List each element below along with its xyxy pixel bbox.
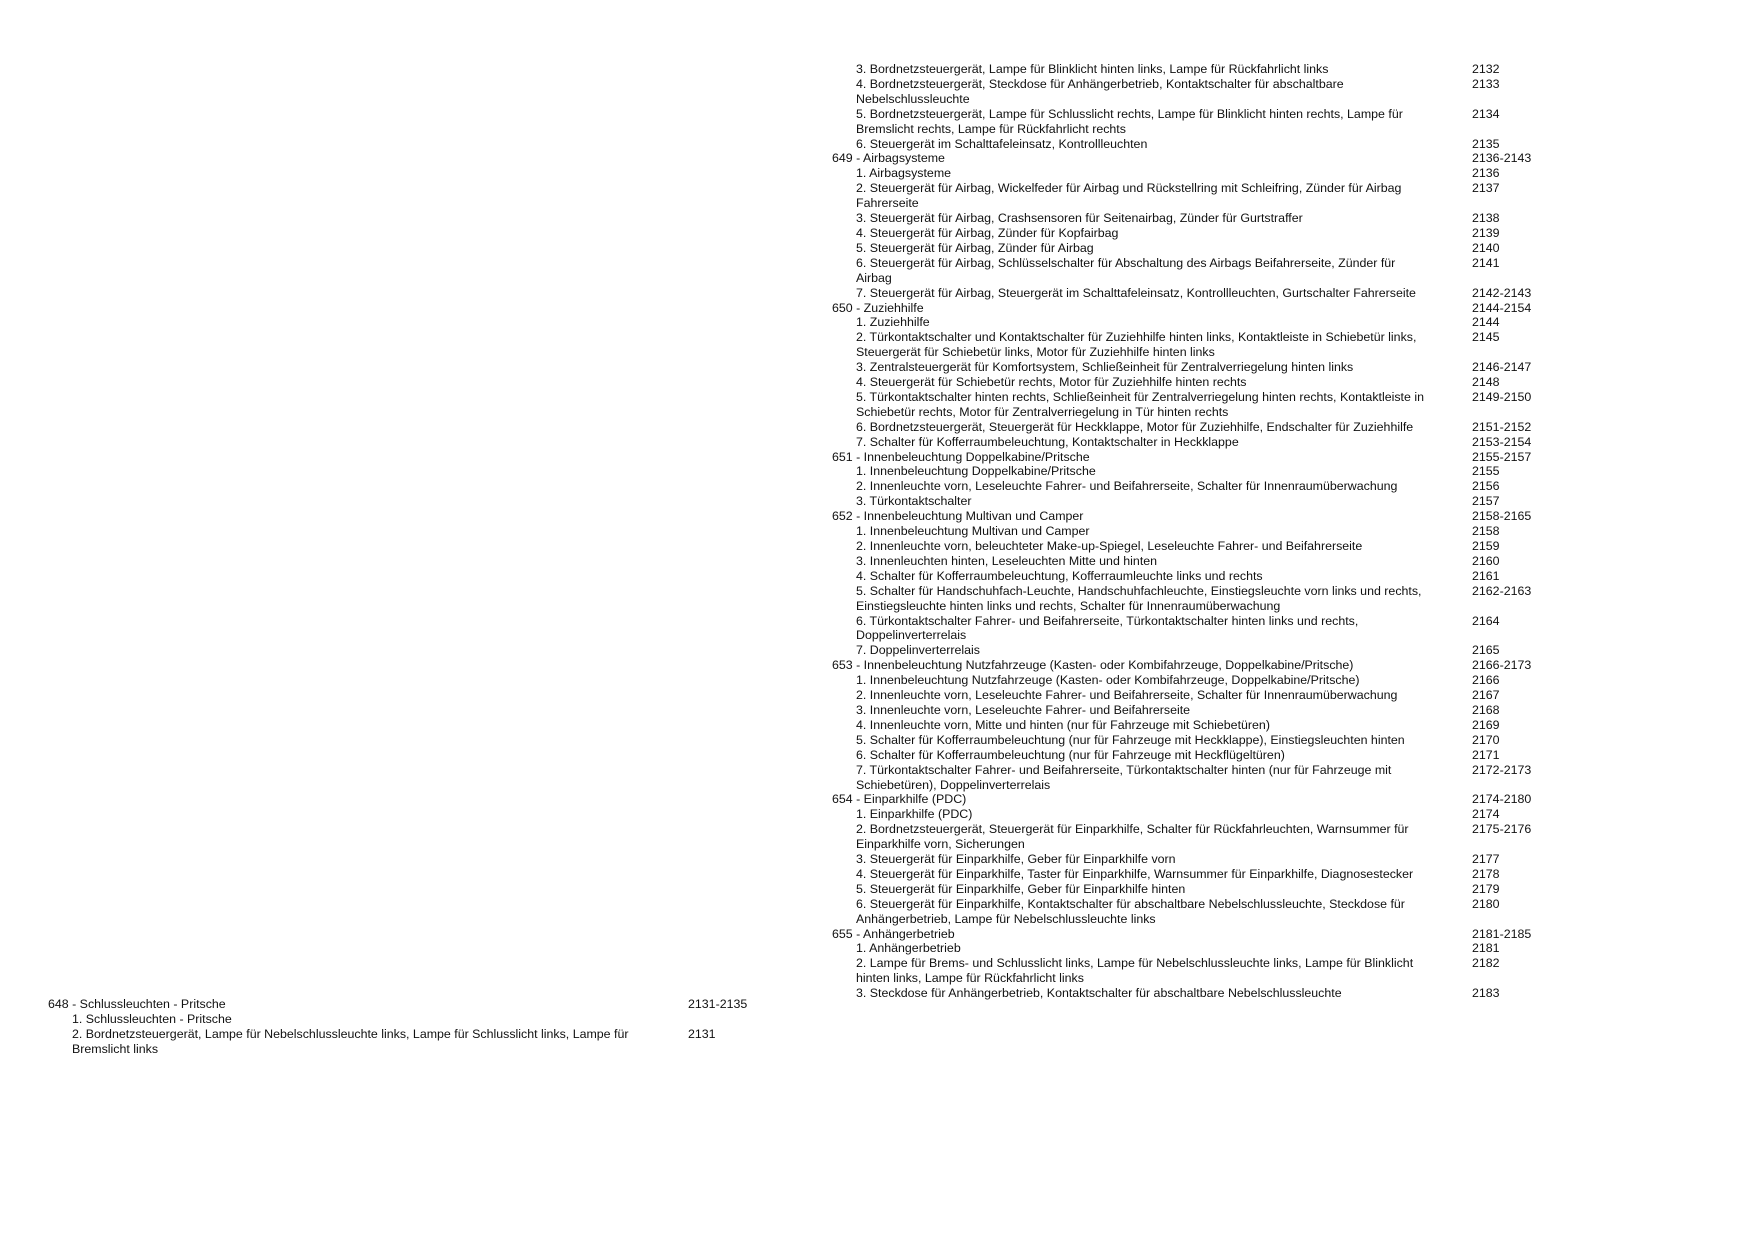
entry-pages: 2134: [1472, 106, 1500, 121]
entry-pages: 2171: [1472, 747, 1500, 762]
toc-entry: [832, 986, 1552, 1001]
toc-entry: [832, 718, 1552, 733]
entry-text: 1. Innenbeleuchtung Doppelkabine/Pritsche: [856, 464, 1096, 479]
entry-pages: 2157: [1472, 494, 1500, 509]
entry-pages: 2172-2173: [1472, 762, 1532, 777]
entry-pages: 2178: [1472, 866, 1500, 881]
toc-entry: [832, 509, 1552, 524]
entry-text: 6. Steuergerät für Einparkhilfe, Kontaktschalter für abschaltbare Nebelschlussleuchte, Steckdose für Anhängerbetrieb, Lampe für Nebelschlussleuchte links: [856, 896, 1405, 926]
toc-entry: [832, 256, 1552, 286]
toc-column-left: [48, 0, 768, 1057]
entry-pages: 2175-2176: [1472, 822, 1532, 837]
toc-entry: [832, 390, 1552, 420]
toc-entry: [832, 941, 1552, 956]
entry-pages: 2136: [1472, 166, 1500, 181]
entry-text: 7. Steuergerät für Airbag, Steuergerät im Schalttafeleinsatz, Kontrollleuchten, Gurtschalter Fahrerseite: [856, 285, 1416, 300]
entry-pages: 2142-2143: [1472, 285, 1532, 300]
toc-entry: [832, 435, 1552, 450]
entry-text: 5. Schalter für Handschuhfach-Leuchte, Handschuhfachleuchte, Einstiegsleuchte vorn links und rechts, Einstiegsleuchte hinten links und rechts, Schalter für Innenraumüberwachung: [856, 583, 1422, 613]
entry-pages: 2160: [1472, 553, 1500, 568]
entry-text: 3. Innenleuchten hinten, Leseleuchten Mitte und hinten: [856, 553, 1158, 568]
entry-pages: 2159: [1472, 539, 1500, 553]
toc-entry: [832, 420, 1552, 435]
entry-pages: 2165: [1472, 643, 1500, 658]
entry-text: 4. Bordnetzsteuergerät, Steckdose für Anhängerbetrieb, Kontaktschalter für abschaltbare Nebelschlussleuchte: [856, 76, 1344, 106]
entry-pages: 2133: [1472, 76, 1500, 91]
toc-entry: [832, 360, 1552, 375]
entry-text: 649 - Airbagsysteme: [832, 151, 945, 166]
entry-text: 4. Innenleuchte vorn, Mitte und hinten (nur für Fahrzeuge mit Schiebetüren): [856, 717, 1270, 732]
entry-pages: 2135: [1472, 136, 1500, 151]
entry-text: 3. Zentralsteuergerät für Komfortsystem, Schließeinheit für Zentralverriegelung hinten links: [856, 360, 1354, 375]
toc-entry: [832, 226, 1552, 241]
entry-pages: 2144-2154: [1472, 300, 1532, 315]
entry-pages: 2181: [1472, 941, 1500, 956]
entry-text: 1. Schlussleuchten - Pritsche: [72, 1012, 232, 1027]
toc-entry: [832, 62, 1552, 77]
toc-entry: [832, 956, 1552, 986]
entry-pages: 2132: [1472, 62, 1500, 76]
toc-entry: [832, 151, 1552, 166]
entry-pages: 2146-2147: [1472, 360, 1532, 375]
entry-pages: 2144: [1472, 315, 1500, 330]
entry-text: 648 - Schlussleuchten - Pritsche: [48, 997, 226, 1012]
entry-text: 3. Innenleuchte vorn, Leseleuchte Fahrer- und Beifahrerseite: [856, 702, 1191, 717]
entry-text: 2. Türkontaktschalter und Kontaktschalter für Zuziehhilfe hinten links, Kontaktleiste in Schiebetür links, Steuergerät für Schiebetür links, Motor für Zuziehhilfe hinten links: [856, 330, 1417, 360]
entry-text: 1. Einparkhilfe (PDC): [856, 807, 973, 822]
toc-entry: [832, 286, 1552, 301]
entry-pages: 2169: [1472, 717, 1500, 732]
toc-entry: [832, 494, 1552, 509]
toc-entry: [832, 241, 1552, 256]
entry-pages: 2177: [1472, 852, 1500, 867]
toc-entry: [832, 479, 1552, 494]
toc-entry: [832, 673, 1552, 688]
entry-pages: 2182: [1472, 956, 1500, 971]
toc-entry: [832, 792, 1552, 807]
entry-pages: 2162-2163: [1472, 583, 1532, 598]
toc-entry: [832, 852, 1552, 867]
entry-pages: 2167: [1472, 688, 1500, 703]
entry-text: 3. Steckdose für Anhängerbetrieb, Kontaktschalter für abschaltbare Nebelschlussleuchte: [856, 986, 1342, 1001]
entry-text: 1. Zuziehhilfe: [856, 315, 930, 330]
toc-entry: [832, 450, 1552, 465]
entry-pages: 2149-2150: [1472, 389, 1532, 404]
entry-text: 3. Steuergerät für Einparkhilfe, Geber für Einparkhilfe vorn: [856, 852, 1176, 867]
entry-text: 651 - Innenbeleuchtung Doppelkabine/Pritsche: [832, 449, 1090, 464]
entry-text: 4. Steuergerät für Airbag, Zünder für Kopfairbag: [856, 225, 1119, 240]
entry-pages: 2166-2173: [1472, 658, 1532, 673]
entry-text: 6. Steuergerät für Airbag, Schlüsselschalter für Abschaltung des Airbags Beifahrerseite, Zünder für Airbag: [856, 255, 1396, 285]
toc-entry: [832, 643, 1552, 658]
toc-entry: [832, 554, 1552, 569]
entry-pages: 2131: [688, 1027, 716, 1042]
entry-pages: 2131-2135: [688, 997, 748, 1012]
toc-column-right: [832, 62, 1552, 1001]
toc-entry: [832, 301, 1552, 316]
toc-entry: [832, 315, 1552, 330]
entry-pages: 2181-2185: [1472, 926, 1532, 941]
entry-text: 654 - Einparkhilfe (PDC): [832, 792, 967, 807]
toc-entry: [832, 584, 1552, 614]
entry-pages: 2138: [1472, 211, 1500, 226]
entry-text: 650 - Zuziehhilfe: [832, 300, 924, 315]
entry-text: 3. Bordnetzsteuergerät, Lampe für Blinklicht hinten links, Lampe für Rückfahrlicht links: [856, 62, 1329, 76]
toc-entry: [832, 748, 1552, 763]
toc-entry: [48, 1012, 768, 1027]
entry-pages: 2145: [1472, 330, 1500, 345]
entry-pages: 2180: [1472, 896, 1500, 911]
toc-entry: [48, 1027, 768, 1057]
entry-text: 655 - Anhängerbetrieb: [832, 926, 955, 941]
entry-text: 5. Bordnetzsteuergerät, Lampe für Schlusslicht rechts, Lampe für Blinklicht hinten rechts, Lampe für Bremslicht rechts, Lampe für Rückfahrlicht rechts: [856, 106, 1403, 136]
entry-text: 2. Bordnetzsteuergerät, Steuergerät für Einparkhilfe, Schalter für Rückfahrleuchten, Warnsummer für Einparkhilfe vorn, Sicherungen: [856, 822, 1409, 852]
entry-text: 1. Innenbeleuchtung Nutzfahrzeuge (Kasten- oder Kombifahrzeuge, Doppelkabine/Pritsche): [856, 673, 1360, 688]
toc-entry: [832, 569, 1552, 584]
entry-pages: 2174-2180: [1472, 792, 1532, 807]
entry-pages: 2164: [1472, 613, 1500, 628]
entry-pages: 2166: [1472, 673, 1500, 688]
toc-entry: [832, 658, 1552, 673]
toc-entry: [832, 614, 1552, 644]
entry-pages: 2170: [1472, 732, 1500, 747]
entry-pages: 2136-2143: [1472, 151, 1532, 166]
entry-pages: 2158: [1472, 524, 1500, 539]
entry-pages: 2140: [1472, 240, 1500, 255]
toc-entry: [832, 375, 1552, 390]
toc-entry: [832, 166, 1552, 181]
toc-entry: [832, 524, 1552, 539]
toc-entry: [832, 763, 1552, 793]
entry-text: 2. Steuergerät für Airbag, Wickelfeder für Airbag und Rückstellring mit Schleifring, Zünder für Airbag Fahrerseite: [856, 181, 1402, 211]
entry-text: 7. Doppelinverterrelais: [856, 643, 980, 658]
entry-text: 4. Schalter für Kofferraumbeleuchtung, Kofferraumleuchte links und rechts: [856, 568, 1263, 583]
entry-pages: 2174: [1472, 807, 1500, 822]
entry-pages: 2155: [1472, 464, 1500, 479]
toc-entry: [832, 211, 1552, 226]
entry-text: 5. Türkontaktschalter hinten rechts, Schließeinheit für Zentralverriegelung hinten rechts, Kontaktleiste in Schiebetür rechts, Motor für Zentralverriegelung in Tür hinten rechts: [856, 389, 1424, 419]
toc-entry: [832, 897, 1552, 927]
toc-entry: [832, 539, 1552, 554]
entry-pages: 2179: [1472, 881, 1500, 896]
entry-text: 5. Schalter für Kofferraumbeleuchtung (nur für Fahrzeuge mit Heckklappe), Einstiegsleuchten hinten: [856, 732, 1405, 747]
entry-pages: 2148: [1472, 375, 1500, 390]
toc-entry: [832, 882, 1552, 897]
entry-text: 2. Innenleuchte vorn, Leseleuchte Fahrer- und Beifahrerseite, Schalter für Innenraumüberwachung: [856, 479, 1398, 494]
entry-text: 6. Bordnetzsteuergerät, Steuergerät für Heckklappe, Motor für Zuziehhilfe, Endschalter für Zuziehhilfe: [856, 419, 1414, 434]
entry-text: 5. Steuergerät für Einparkhilfe, Geber für Einparkhilfe hinten: [856, 881, 1186, 896]
entry-text: 1. Innenbeleuchtung Multivan und Camper: [856, 524, 1090, 539]
entry-pages: 2139: [1472, 225, 1500, 240]
entry-text: 653 - Innenbeleuchtung Nutzfahrzeuge (Kasten- oder Kombifahrzeuge, Doppelkabine/Pritsche): [832, 658, 1354, 673]
entry-pages: 2158-2165: [1472, 509, 1532, 524]
toc-entry: [832, 688, 1552, 703]
entry-text: 3. Steuergerät für Airbag, Crashsensoren für Seitenairbag, Zünder für Gurtstraffer: [856, 211, 1303, 226]
entry-text: 3. Türkontaktschalter: [856, 494, 972, 509]
entry-text: 1. Anhängerbetrieb: [856, 941, 961, 956]
entry-text: 2. Innenleuchte vorn, Leseleuchte Fahrer- und Beifahrerseite, Schalter für Innenraumüberwachung: [856, 688, 1398, 703]
toc-entry: [832, 927, 1552, 942]
entry-text: 1. Airbagsysteme: [856, 166, 952, 181]
toc-entry: [832, 464, 1552, 479]
entry-text: 652 - Innenbeleuchtung Multivan und Camper: [832, 509, 1084, 524]
entry-text: 2. Innenleuchte vorn, beleuchteter Make-up-Spiegel, Leseleuchte Fahrer- und Beifahrerseite: [856, 539, 1363, 553]
entry-text: 4. Steuergerät für Schiebetür rechts, Motor für Zuziehhilfe hinten rechts: [856, 375, 1247, 390]
entry-text: 7. Schalter für Kofferraumbeleuchtung, Kontaktschalter in Heckklappe: [856, 434, 1239, 449]
toc-entry: [832, 703, 1552, 718]
toc-entry: [832, 867, 1552, 882]
entry-pages: 2153-2154: [1472, 434, 1532, 449]
entry-pages: 2156: [1472, 479, 1500, 494]
entry-text: 6. Türkontaktschalter Fahrer- und Beifahrerseite, Türkontaktschalter hinten links und rechts, Doppelinverterrelais: [856, 613, 1359, 643]
entry-pages: 2168: [1472, 702, 1500, 717]
toc-entry: [832, 807, 1552, 822]
entry-text: 6. Steuergerät im Schalttafeleinsatz, Kontrollleuchten: [856, 136, 1148, 151]
entry-pages: 2137: [1472, 181, 1500, 196]
entry-text: 2. Lampe für Brems- und Schlusslicht links, Lampe für Nebelschlussleuchte links, Lampe für Blinklicht hinten links, Lampe für Rückfahrlicht links: [856, 956, 1414, 986]
entry-text: 6. Schalter für Kofferraumbeleuchtung (nur für Fahrzeuge mit Heckflügeltüren): [856, 747, 1285, 762]
entry-pages: 2161: [1472, 568, 1500, 583]
entry-pages: 2151-2152: [1472, 419, 1532, 434]
toc-entry: [832, 107, 1552, 137]
entry-text: 2. Bordnetzsteuergerät, Lampe für Nebelschlussleuchte links, Lampe für Schlusslicht links, Lampe für Bremslicht links: [72, 1027, 629, 1057]
entry-pages: 2141: [1472, 255, 1500, 270]
toc-entry: [832, 330, 1552, 360]
entry-text: 4. Steuergerät für Einparkhilfe, Taster für Einparkhilfe, Warnsummer für Einparkhilfe, Diagnosestecker: [856, 866, 1414, 881]
toc-entry: [832, 822, 1552, 852]
entry-pages: 2183: [1472, 986, 1500, 1001]
toc-entry: [48, 997, 768, 1012]
toc-entry: [832, 137, 1552, 152]
toc-entry: [832, 77, 1552, 107]
toc-entry: [832, 733, 1552, 748]
toc-entry: [832, 181, 1552, 211]
entry-pages: 2155-2157: [1472, 449, 1532, 464]
entry-text: 7. Türkontaktschalter Fahrer- und Beifahrerseite, Türkontaktschalter hinten (nur für Fahrzeuge mit Schiebetüren), Doppelinverterrelais: [856, 762, 1392, 792]
entry-text: 5. Steuergerät für Airbag, Zünder für Airbag: [856, 240, 1094, 255]
